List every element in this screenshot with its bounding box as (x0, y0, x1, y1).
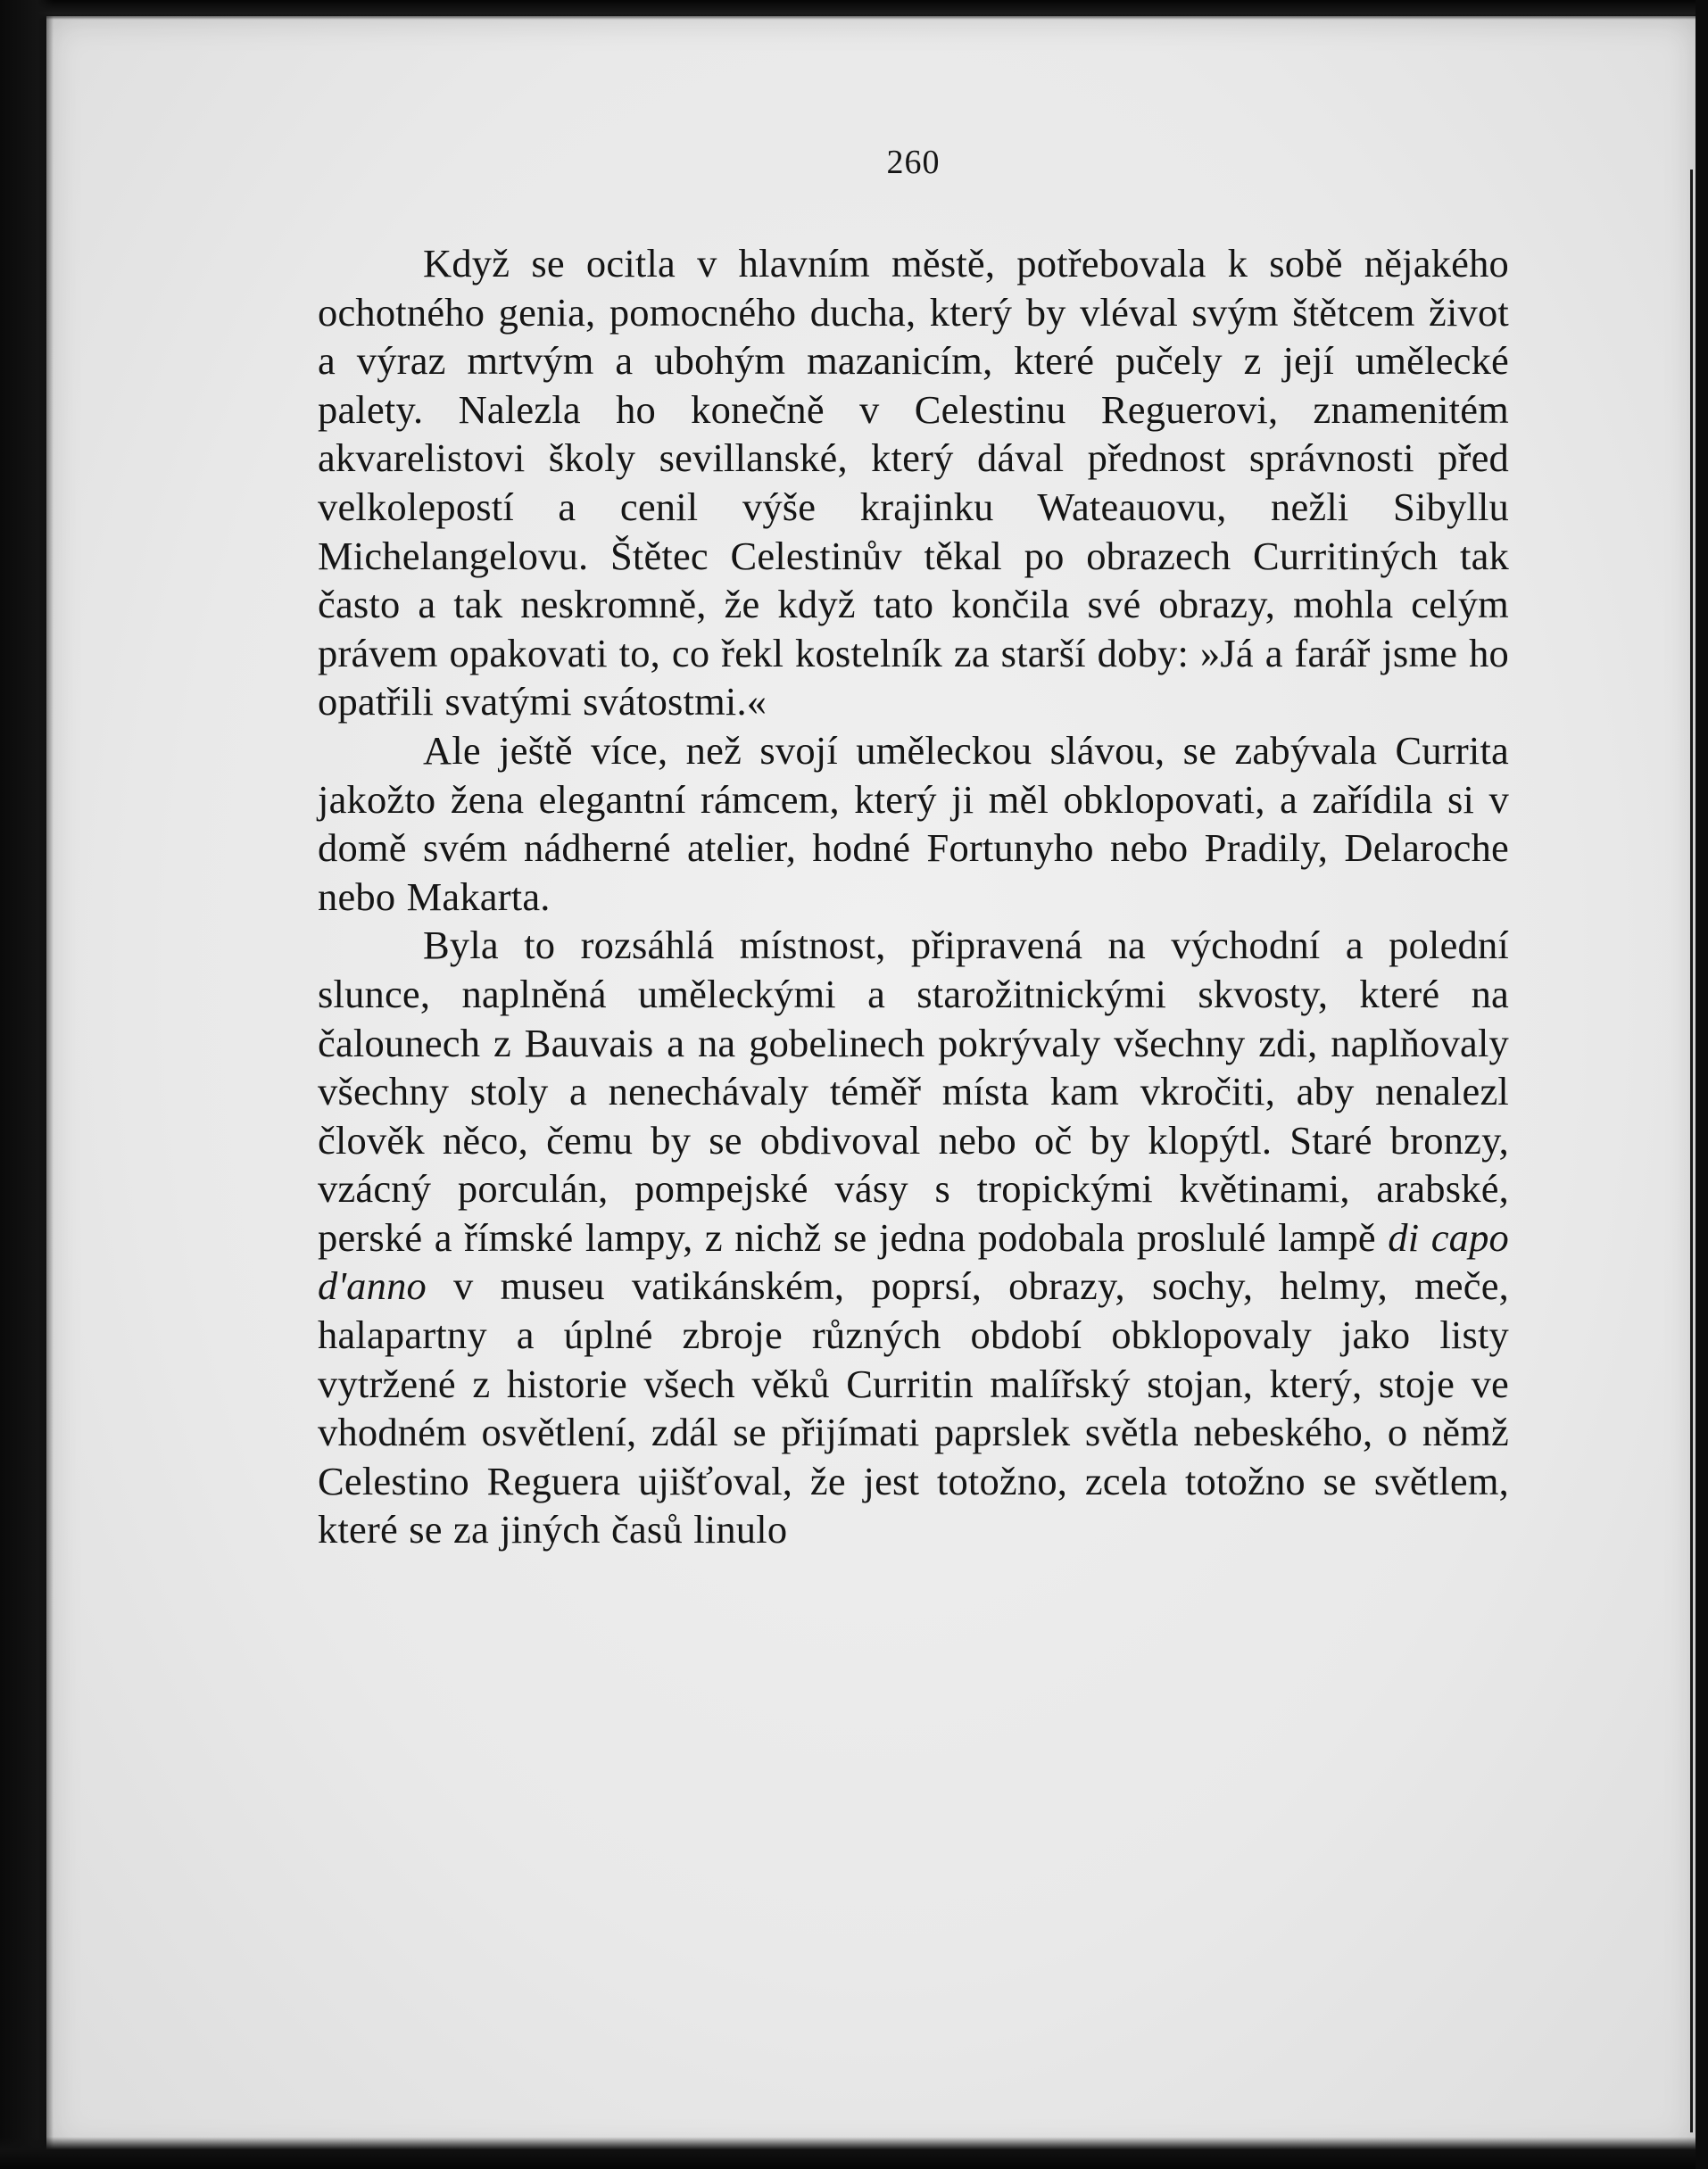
scan-edge-right (1696, 0, 1708, 2169)
paragraph-2: Ale ještě více, než svojí uměleckou slávou, se zabývala Currita jakožto žena elegantní rámcem, který ji měl obklopovati, a zařídila si v domě svém nádherné atelier, hodné Fortunyho nebo Pradily, Delaroche nebo Makarta. (318, 727, 1509, 919)
scan-edge-top (0, 0, 1708, 20)
scan-edge-left (0, 0, 54, 2169)
page-edge-rule (1690, 170, 1693, 2132)
body-text (318, 143, 1509, 1554)
italic-phrase: di capo d'anno (318, 1214, 1509, 1309)
page-number: 260 (886, 144, 941, 181)
paragraph-1: Když se ocitla v hlavním městě, potřebovala k sobě nějakého ochotného genia, pomocného ducha, který by vléval svým štětcem život a výraz mrtvým a ubohým mazanicím, které pučely z její umělecké palety. Nalezla ho konečně v Celestinu Reguerovi, znamenitém akvarelistovi školy sevillanské, který dával přednost správnosti před velkolepostí a cenil výše krajinku Wateauovu, nežli Sibyllu Michelangelovu. Štětec Celestinův těkal po obrazech Curritiných tak často a tak neskromně, že když tato končila své obrazy, mohla celým právem opakovati to, co řekl kostelník za starší doby: »Já a farář jsme ho opatřili svatými svátostmi.« (318, 241, 1509, 724)
paragraph-3 (318, 921, 1509, 1554)
paragraph-3-text-before: Byla to rozsáhlá místnost, připravená na východní a polední slunce, naplněná uměleckými a starožitnickými skvosty, které na čalounech z Bauvais a na gobelinech pokrývaly všechny zdi, naplňovaly všechny stoly a nenechávaly téměř místa kam vkročiti, aby nenalezl člověk něco, čemu by se obdivoval nebo oč by klopýtl. Staré bronzy, vzácný porculán, pompejské vásy s tropickými květinami, arabské, perské a římské lampy, z nichž se jedna podobala proslulé lampě (318, 923, 1509, 1260)
scan-edge-bottom (0, 2137, 1708, 2169)
paragraph-3-text-after: v museu vatikánském, poprsí, obrazy, sochy, helmy, meče, halapartny a úplné zbroje různých období obklopovaly jako listy vytržené z historie všech věků Curritin malířský stojan, který, stoje ve vhodném osvětlení, zdál se přijímati paprslek světla nebeského, o němž Celestino Reguera ujišťoval, že jest totožno, zcela totožno se světlem, které se za jiných časů linulo (318, 1263, 1509, 1552)
